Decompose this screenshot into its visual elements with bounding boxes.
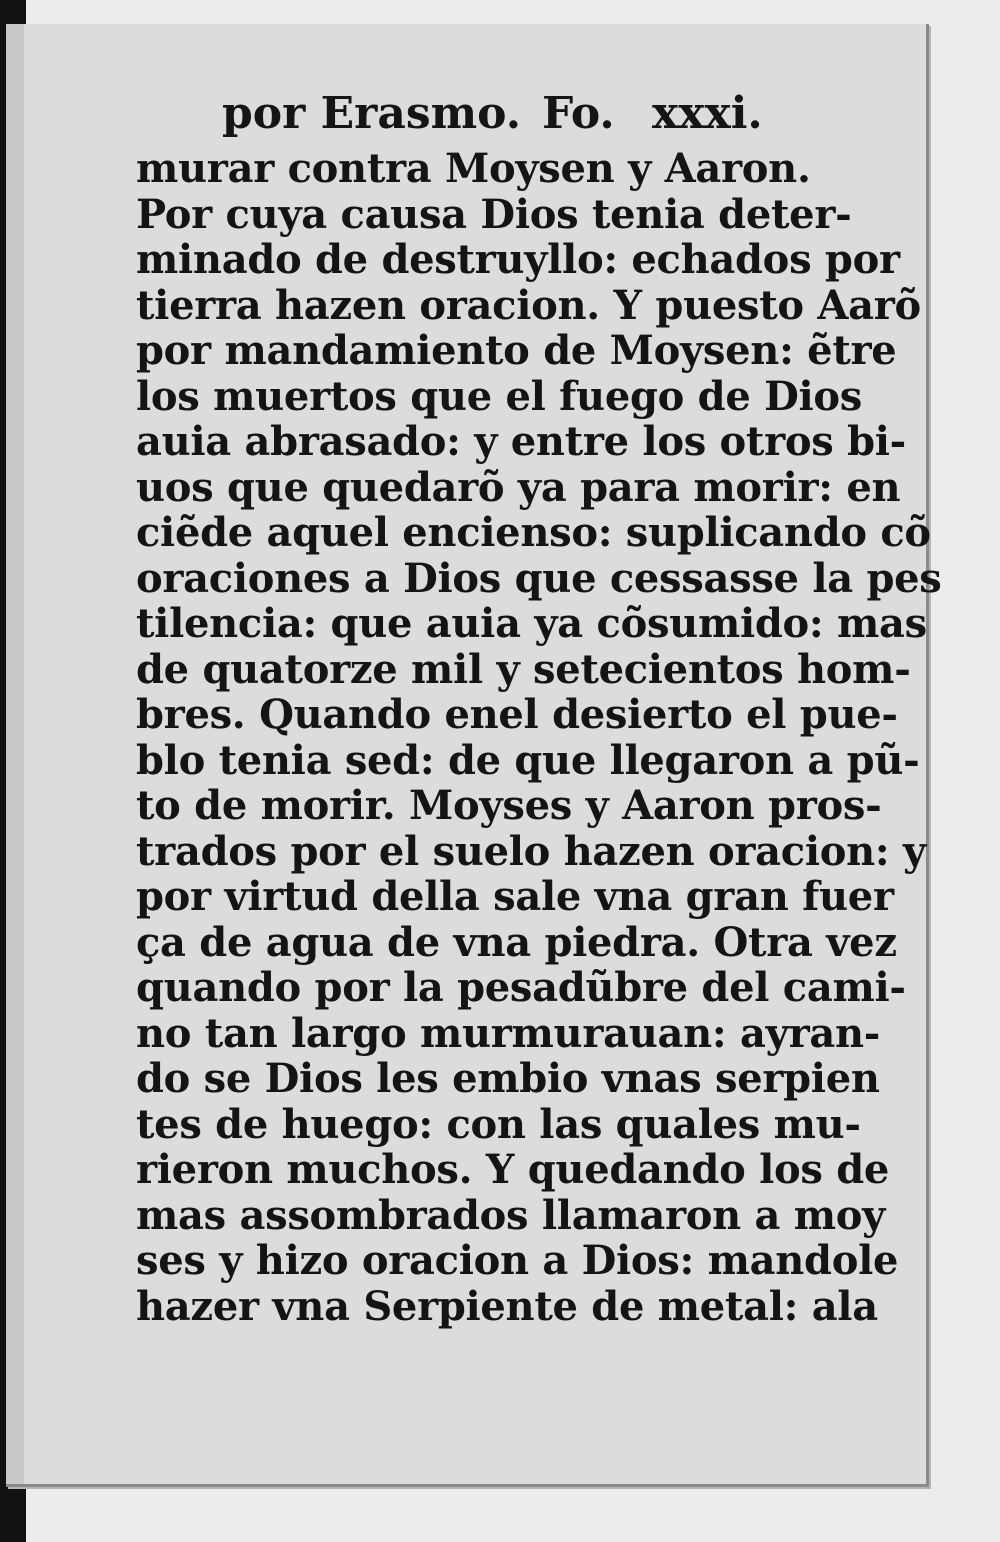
body-text [136,145,942,1330]
text-line: uos que quedarõ ya para morir: en [136,463,901,511]
text-line: los muertos que el fuego de Dios [136,372,862,420]
text-line: por virtud della sale vna gran fuer [136,873,894,920]
page-header [222,84,762,148]
text-line: minado de destruyllo: echados por [136,236,900,283]
text-line: do se Dios les embio vnas serpien [136,1055,880,1102]
text-line: ciẽde aquel encienso: suplicando cõ [136,509,931,556]
text-line: hazer vna Serpiente de metal: ala [136,1282,878,1330]
text-line: bres. Quando enel desierto el pue- [136,691,898,738]
text-line: ses y hizo oracion a Dios: mandole [136,1237,899,1284]
text-line: de quatorze mil y setecientos hom- [136,645,911,693]
text-line: trados por el suelo hazen oracion: y [136,827,926,875]
text-line: tilencia: que auia ya cõsumido: mas [136,600,927,647]
text-line: blo tenia sed: de que llegaron a pũ- [136,736,920,784]
text-line: Por cuya causa Dios tenia deter- [136,190,852,238]
text-line: quando por la pesadũbre del cami- [136,964,906,1011]
text-line: tierra hazen oracion. Y puesto Aarõ [136,281,921,329]
text-line: por mandamiento de Moysen: ẽtre [136,327,897,374]
text-line: rieron muchos. Y quedando los de [136,1146,890,1193]
text-line: to de morir. Moyses y Aaron pros- [136,782,882,829]
text-line: no tan largo murmurauan: ayran- [136,1009,881,1057]
text-line: ça de agua de vna piedra. Otra vez [136,918,897,966]
text-line: tes de huego: con las quales mu- [136,1100,861,1148]
folio-label: Fo. [542,88,615,139]
text-line: murar contra Moysen y Aaron. [136,145,811,192]
page-gutter-shadow [6,24,24,1484]
text-line: auia abrasado: y entre los otros bi- [136,418,906,465]
text-line: mas assombrados llamaron a moy [136,1191,886,1239]
folio-number: xxxi. [652,88,763,139]
text-line: oraciones a Dios que cessasse la pes [136,554,942,602]
running-head: por Erasmo. [222,88,522,139]
